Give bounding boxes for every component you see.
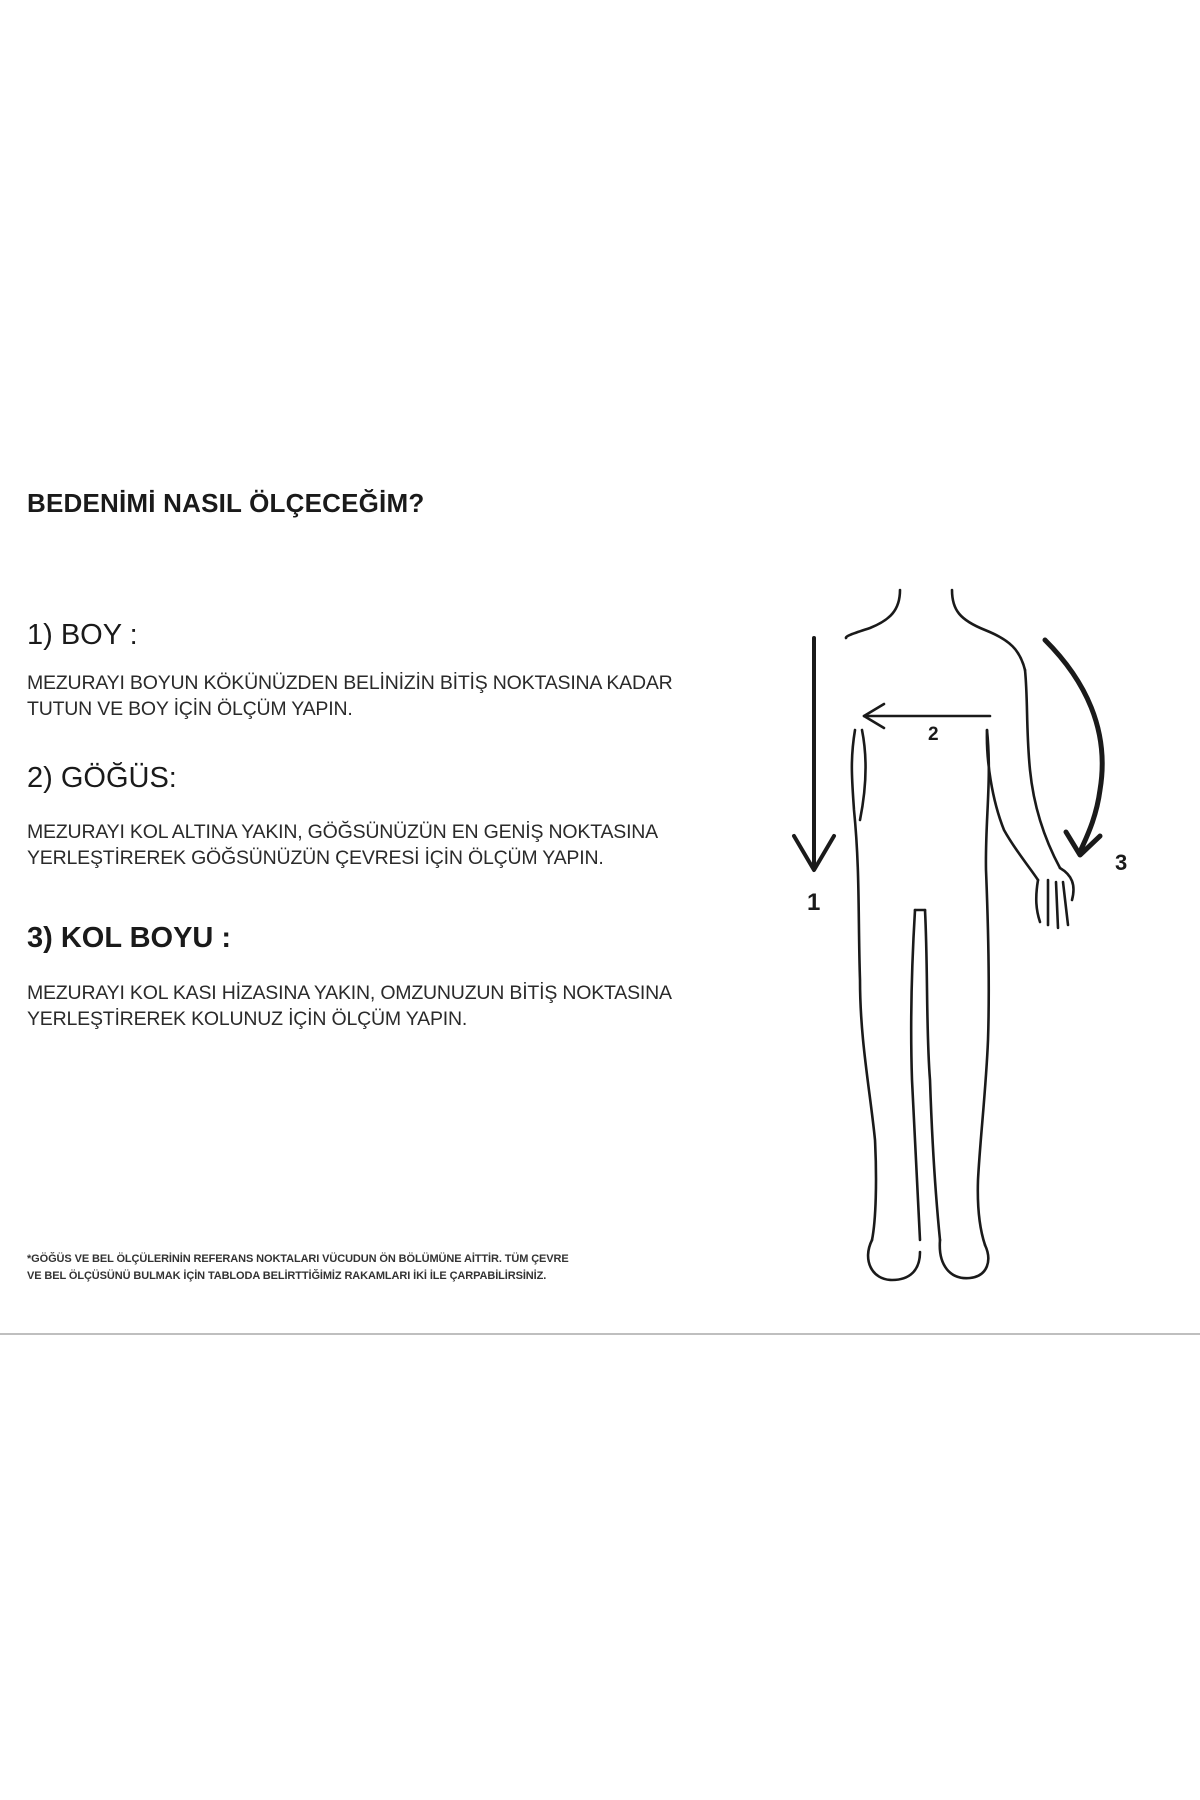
label-2: 2 bbox=[928, 724, 939, 745]
arrow-1-icon bbox=[794, 638, 834, 870]
arrow-2-icon bbox=[864, 704, 990, 728]
footnote bbox=[27, 1251, 569, 1285]
body-right-arm-outer bbox=[1025, 670, 1060, 868]
body-right-foot bbox=[940, 1240, 988, 1278]
section-body-line: MEZURAYI KOL KASI HİZASINA YAKIN, OMZUNUZUN BİTİŞ NOKTASINA bbox=[27, 982, 672, 1004]
section-body-kol-boyu bbox=[27, 980, 747, 1032]
body-right-hand bbox=[1036, 868, 1073, 928]
section-body-boy bbox=[27, 670, 747, 722]
section-body-gogus bbox=[27, 819, 747, 871]
arrow-3-icon bbox=[1045, 640, 1102, 855]
label-3: 3 bbox=[1115, 850, 1128, 875]
body-left-side bbox=[852, 730, 876, 1240]
page-title: BEDENİMİ NASIL ÖLÇECEĞİM? bbox=[27, 488, 425, 518]
footnote-line: VE BEL ÖLÇÜSÜNÜ BULMAK İÇİN TABLODA BELİRTTİĞİMİZ RAKAMLARI İKİ İLE ÇARPABİLİRSİNİZ. bbox=[27, 1270, 547, 1282]
body-left-shoulder bbox=[846, 590, 900, 638]
section-body-line: YERLEŞTİREREK KOLUNUZ İÇİN ÖLÇÜM YAPIN. bbox=[27, 1008, 468, 1030]
section-body-line: MEZURAYI KOL ALTINA YAKIN, GÖĞSÜNÜZÜN EN GENİŞ NOKTASINA bbox=[27, 821, 658, 843]
section-heading-gogus: 2) GÖĞÜS: bbox=[27, 762, 177, 794]
section-body-line: MEZURAYI BOYUN KÖKÜNÜZDEN BELİNİZİN BİTİŞ NOKTASINA KADAR bbox=[27, 672, 673, 694]
label-1: 1 bbox=[807, 889, 821, 916]
body-outline-illustration bbox=[780, 580, 1140, 1300]
section-heading-boy: 1) BOY : bbox=[27, 619, 138, 651]
body-left-arm-contour bbox=[860, 730, 866, 820]
footnote-line: *GÖĞÜS VE BEL ÖLÇÜLERİNİN REFERANS NOKTALARI VÜCUDUN ÖN BÖLÜMÜNE AİTTİR. TÜM ÇEVRE bbox=[27, 1253, 569, 1265]
body-inner-left-leg bbox=[911, 910, 920, 1240]
body-right-side bbox=[978, 730, 989, 1245]
bottom-divider bbox=[0, 1333, 1200, 1335]
section-body-line: YERLEŞTİREREK GÖĞSÜNÜZÜN ÇEVRESİ İÇİN ÖLÇÜM YAPIN. bbox=[27, 847, 604, 869]
body-left-foot bbox=[868, 1240, 920, 1280]
body-inner-right-leg bbox=[925, 910, 940, 1240]
body-right-arm-inner bbox=[987, 730, 1038, 880]
section-body-line: TUTUN VE BOY İÇİN ÖLÇÜM YAPIN. bbox=[27, 698, 353, 720]
section-heading-kol-boyu: 3) KOL BOYU : bbox=[27, 922, 232, 954]
body-right-shoulder bbox=[952, 590, 1025, 670]
body-measurement-figure bbox=[780, 580, 1140, 1300]
